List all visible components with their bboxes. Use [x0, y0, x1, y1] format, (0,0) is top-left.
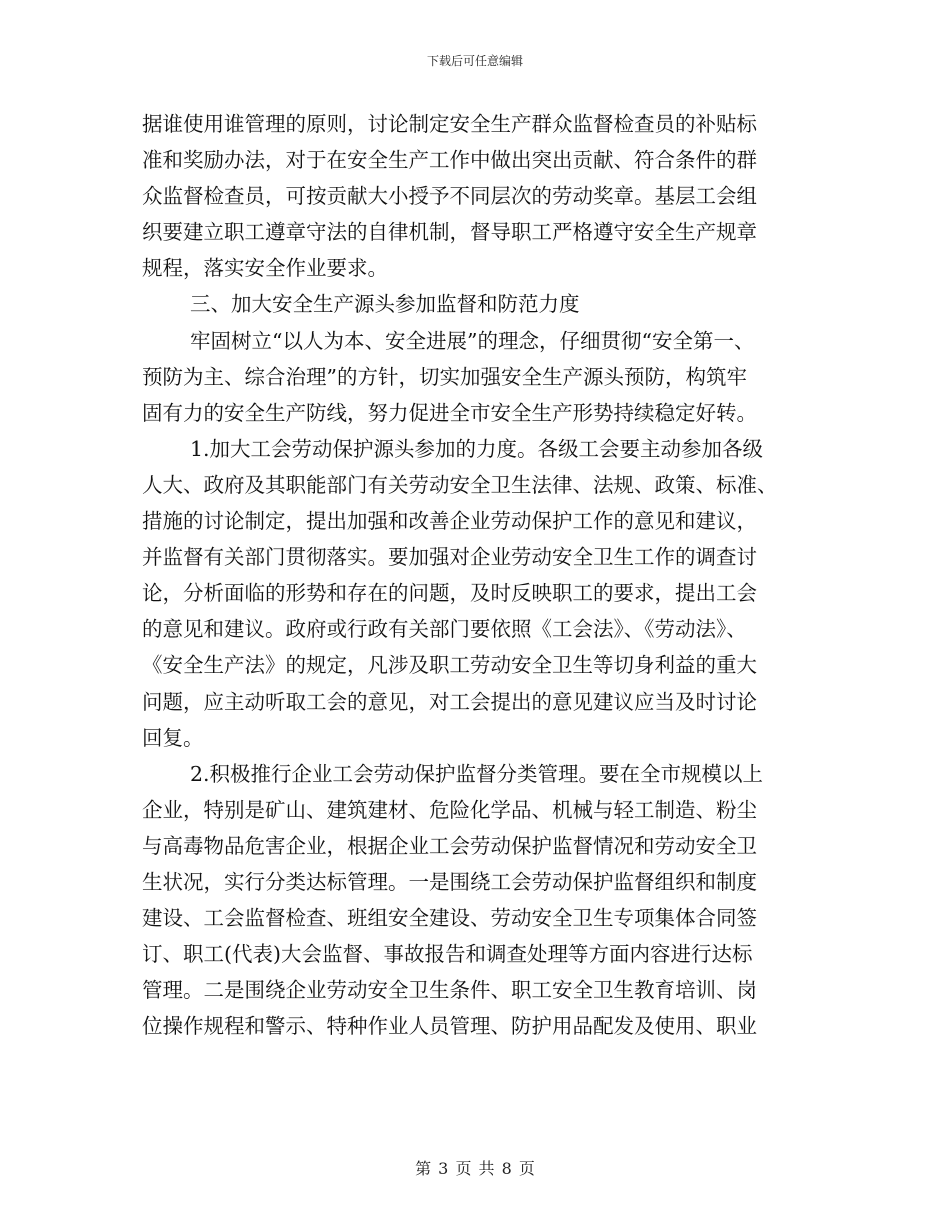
- body-line: 人大、政府及其职能部门有关劳动安全卫生法律、法规、政策、标准、: [142, 472, 778, 497]
- body-line: 准和奖励办法，对于在安全生产工作中做出突出贡献、符合条件的群: [142, 148, 757, 173]
- document-body: [142, 106, 810, 1044]
- body-line: 与高毒物品危害企业，根据企业工会劳动保护监督情况和劳动安全卫: [142, 833, 757, 858]
- body-line: 位操作规程和警示、特种作业人员管理、防护用品配发及使用、职业: [142, 1014, 757, 1039]
- body-line: 预防为主、综合治理”的方针，切实加强安全生产源头预防，构筑牢: [142, 364, 747, 389]
- body-line: 的意见和建议。政府或行政有关部门要依照《工会法》、《劳动法》、: [142, 617, 747, 642]
- body-line: 牢固树立“以人为本、安全进展”的理念，仔细贯彻“安全第一、: [190, 328, 755, 353]
- body-line: 管理。二是围绕企业劳动安全卫生条件、职工安全卫生教育培训、岗: [142, 978, 757, 1003]
- body-line: 规程，落实安全作业要求。: [142, 256, 388, 281]
- body-line: 论，分析面临的形势和存在的问题，及时反映职工的要求，提出工会: [142, 581, 757, 606]
- body-line: 众监督检查员，可按贡献大小授予不同层次的劳动奖章。基层工会组: [142, 184, 757, 209]
- body-line: 1.加大工会劳动保护源头参加的力度。各级工会要主动参加各级: [190, 436, 764, 461]
- body-line: 并监督有关部门贯彻落实。要加强对企业劳动安全卫生工作的调查讨: [142, 545, 757, 570]
- body-line: 问题，应主动听取工会的意见，对工会提出的意见建议应当及时讨论: [142, 689, 757, 714]
- body-line: 订、职工(代表)大会监督、事故报告和调查处理等方面内容进行达标: [142, 942, 753, 967]
- body-line: 织要建立职工遵章守法的自律机制，督导职工严格遵守安全生产规章: [142, 220, 757, 245]
- page-number-footer: 第 3 页 共 8 页: [415, 1159, 535, 1178]
- body-line: 2.积极推行企业工会劳动保护监督分类管理。要在全市规模以上: [190, 761, 764, 786]
- body-line: 建设、工会监督检查、班组安全建设、劳动安全卫生专项集体合同签: [142, 906, 757, 931]
- page-header: 下载后可任意编辑: [426, 54, 523, 68]
- body-line: 据谁使用谁管理的原则，讨论制定安全生产群众监督检查员的补贴标: [142, 112, 757, 136]
- body-line: 回复。: [142, 725, 204, 750]
- body-line: 《安全生产法》的规定，凡涉及职工劳动安全卫生等切身利益的重大: [142, 653, 757, 678]
- body-line: 生状况，实行分类达标管理。一是围绕工会劳动保护监督组织和制度: [142, 869, 757, 894]
- body-line: 措施的讨论制定，提出加强和改善企业劳动保护工作的意见和建议，: [142, 509, 757, 534]
- body-line: 固有力的安全生产防线，努力促进全市安全生产形势持续稳定好转。: [142, 400, 757, 425]
- body-line: 企业，特别是矿山、建筑建材、危险化学品、机械与轻工制造、粉尘: [142, 797, 757, 822]
- section-heading: 三、加大安全生产源头参加监督和防范力度: [190, 292, 580, 317]
